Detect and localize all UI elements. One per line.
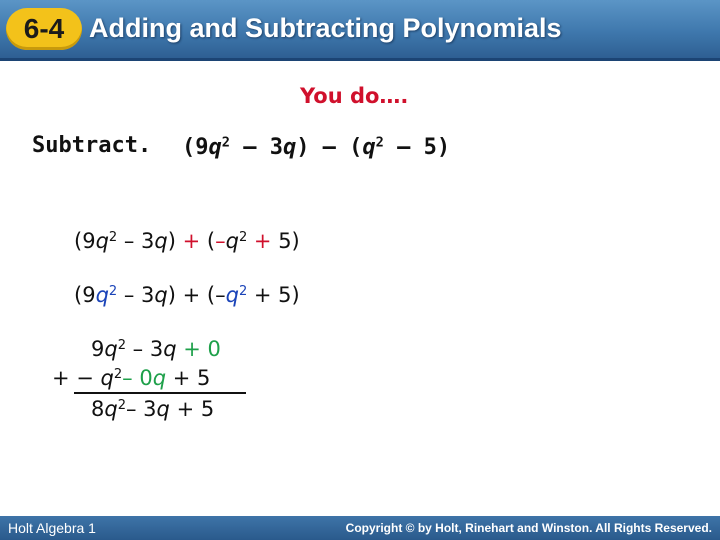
header-bar [0, 0, 720, 58]
footer-bar [0, 516, 720, 540]
vertical-row-2: + − $q^2-$ 0q + 5 [52, 366, 211, 390]
you-do-heading: You do…. [300, 84, 409, 108]
header-divider [0, 58, 720, 61]
footer-copyright: Copyright © by Holt, Rinehart and Winston. All Rights Reserved. [345, 521, 712, 535]
lesson-title: Adding and Subtracting Polynomials [89, 13, 562, 43]
vertical-row-1: $9q^2 - 3q + 0$ [91, 337, 221, 361]
vertical-result-row: $8q^2-$ 3q + 5 [91, 397, 215, 421]
lesson-number: 6-4 [23, 13, 65, 44]
sum-line [74, 392, 246, 394]
footer-course: Holt Algebra 1 [8, 520, 96, 536]
step-identify-like-terms: $(9q^2 - 3q) + (-q^2 + 5)$ [74, 283, 300, 307]
problem-expression: $(9q^2 - 3q) - (q^2 - 5)$ [182, 134, 451, 160]
instruction-label: Subtract. [32, 133, 152, 158]
step-add-opposite: $(9q^2 - 3q) + (-q^2 + 5)$ [74, 229, 300, 253]
lesson-badge [6, 8, 82, 50]
